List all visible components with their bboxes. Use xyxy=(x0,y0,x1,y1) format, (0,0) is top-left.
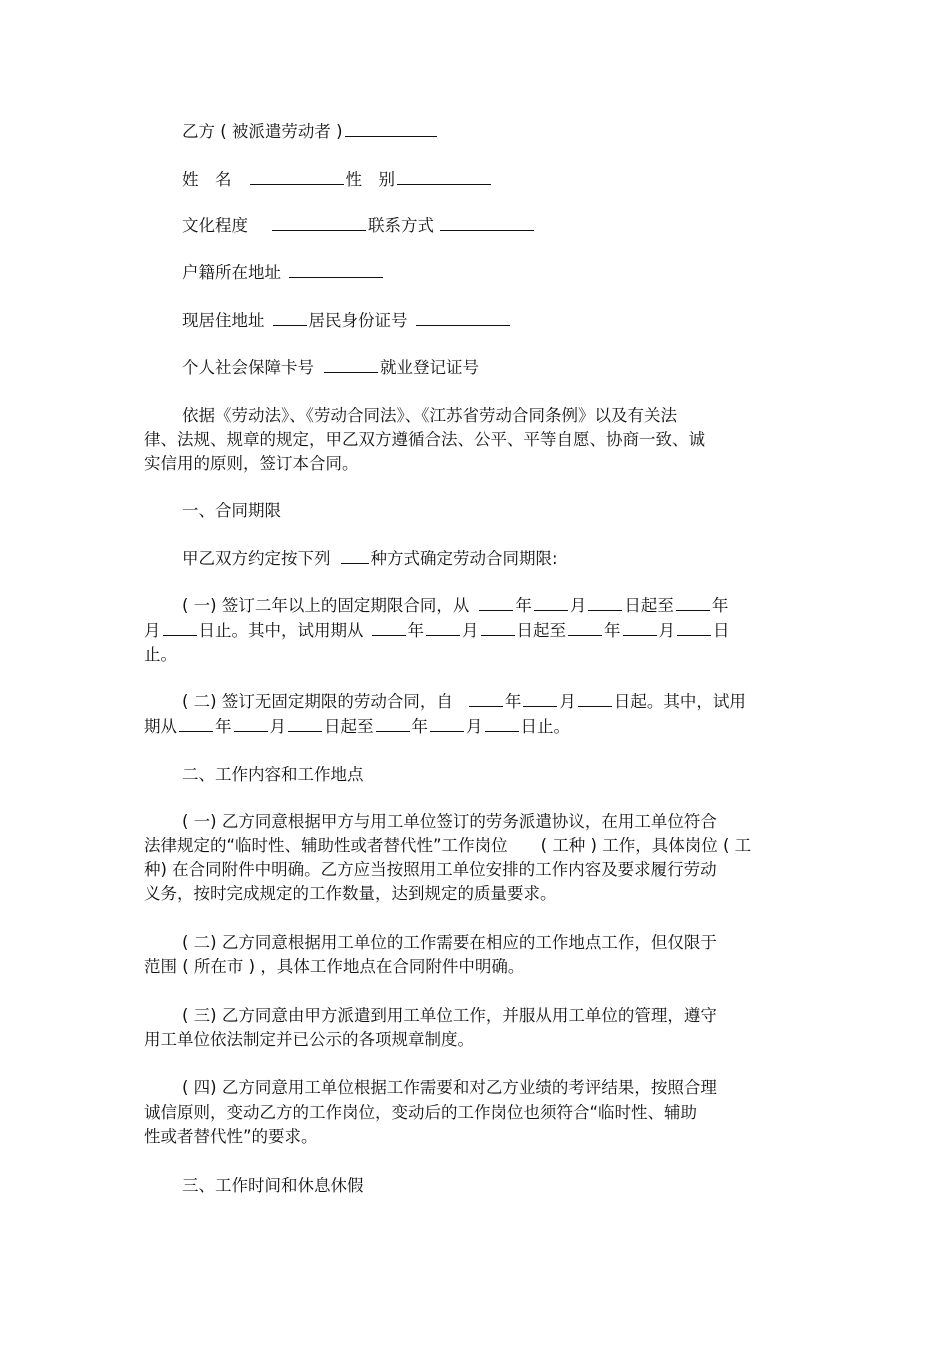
blank xyxy=(534,596,568,611)
blank xyxy=(372,621,406,636)
item2-l2-a: 期从 xyxy=(144,717,177,736)
method-blank xyxy=(341,549,369,564)
s2-p1-line-1: ( 一) 乙方同意根据甲方与用工单位签订的劳务派遣协议，在用工单位符合 xyxy=(182,812,717,831)
blank xyxy=(523,692,557,707)
blank xyxy=(485,717,519,732)
s2-p1-line-4: 义务，按时完成规定的工作数量，达到规定的质量要求。 xyxy=(144,884,557,903)
social-security-blank xyxy=(324,358,378,373)
item2-l1-d: 日起。其中，试用 xyxy=(613,692,746,711)
item2-line-2 xyxy=(144,715,570,739)
s2-p2-line-2: 范围 ( 所在市 ) ，具体工作地点在合同附件中明确。 xyxy=(144,957,525,976)
hukou-label: 户籍所在地址 xyxy=(182,263,281,282)
education-label: 文化程度 xyxy=(182,216,248,235)
item2-l2-c: 月 xyxy=(269,717,286,736)
blank xyxy=(578,692,612,707)
section1-title: 一、合同期限 xyxy=(182,501,281,520)
gender-label: 性 别 xyxy=(345,170,395,189)
blank xyxy=(469,692,503,707)
preamble-line-1: 依据《劳动法》、《劳动合同法》、《江苏省劳动合同条例》以及有关法 xyxy=(182,406,677,425)
item2-l1-a: ( 二) 签订无固定期限的劳动合同，自 xyxy=(182,692,453,711)
party-b-heading: 乙方 ( 被派遣劳动者 ) xyxy=(182,122,343,141)
item2-l1-c: 月 xyxy=(559,692,576,711)
blank xyxy=(481,621,515,636)
employment-reg-label: 就业登记证号 xyxy=(380,358,479,377)
item1-l1-c: 月 xyxy=(569,596,587,615)
blank xyxy=(430,717,464,732)
blank xyxy=(676,596,710,611)
section1-intro-a: 甲乙双方约定按下列 xyxy=(182,549,331,568)
section1-intro-b: 种方式确定劳动合同期限: xyxy=(370,549,558,568)
item2-l2-d: 日起至 xyxy=(324,717,374,736)
education-blank xyxy=(272,216,366,231)
item1-l1-d: 日起至 xyxy=(624,596,674,615)
section2-title: 二、工作内容和工作地点 xyxy=(182,765,364,784)
item2-l2-f: 月 xyxy=(466,717,483,736)
item1-l2-f: 年 xyxy=(604,621,621,640)
item1-l2-a: 月 xyxy=(144,621,161,640)
party-b-heading-line xyxy=(182,120,439,144)
item2-l2-g: 日止。 xyxy=(520,717,570,736)
id-label: 居民身份证号 xyxy=(308,311,408,330)
s2-p3-line-1: ( 三) 乙方同意由甲方派遣到用工单位工作，并服从用工单位的管理，遵守 xyxy=(182,1006,717,1025)
item1-line-3: 止。 xyxy=(144,645,177,664)
section1-intro xyxy=(182,547,558,571)
blank xyxy=(288,717,322,732)
section3-title: 三、工作时间和休息休假 xyxy=(182,1176,364,1195)
item1-l2-c: 年 xyxy=(407,621,424,640)
s2-p4-line-3: 性或者替代性”的要求。 xyxy=(144,1127,318,1146)
item1-l2-g: 月 xyxy=(658,621,675,640)
name-blank xyxy=(250,170,344,185)
item1-l1-b: 年 xyxy=(515,596,532,615)
residence-blank xyxy=(273,311,307,326)
name-label: 姓 名 xyxy=(182,170,232,189)
item1-l2-e: 日起至 xyxy=(516,621,566,640)
item1-line-1 xyxy=(182,594,728,618)
s2-p3-line-2: 用工单位依法制定并已公示的各项规章制度。 xyxy=(144,1030,474,1049)
s2-p1-line-2: 法律规定的“临时性、辅助性或者替代性”工作岗位 ( 工种 ) 工作，具体岗位 ( 工 xyxy=(144,836,752,855)
blank xyxy=(568,621,602,636)
s2-p4-line-2: 诚信原则，变动乙方的工作岗位，变动后的工作岗位也须符合“临时性、辅助 xyxy=(144,1103,698,1122)
item2-l2-b: 年 xyxy=(215,717,232,736)
social-security-label: 个人社会保障卡号 xyxy=(182,358,314,377)
blank xyxy=(677,621,711,636)
item2-l1-b: 年 xyxy=(504,692,522,711)
name-gender-line xyxy=(182,168,493,192)
blank xyxy=(426,621,460,636)
blank xyxy=(163,621,197,636)
item1-l1-a: ( 一) 签订二年以上的固定期限合同，从 xyxy=(182,596,470,615)
education-contact-line xyxy=(182,214,536,238)
contact-blank xyxy=(440,216,534,231)
item1-l2-d: 月 xyxy=(462,621,479,640)
item1-l2-b: 日止。其中，试用期从 xyxy=(198,621,364,640)
blank xyxy=(479,596,513,611)
gender-blank xyxy=(397,170,491,185)
blank xyxy=(623,621,657,636)
s2-p4-line-1: ( 四) 乙方同意用工单位根据工作需要和对乙方业绩的考评结果，按照合理 xyxy=(182,1078,717,1097)
hukou-line xyxy=(182,261,385,285)
preamble-line-3: 实信用的原则，签订本合同。 xyxy=(144,454,359,473)
blank xyxy=(588,596,622,611)
preamble-line-2: 律、法规、规章的规定，甲乙双方遵循合法、公平、平等自愿、协商一致、诚 xyxy=(144,430,705,449)
hukou-blank xyxy=(289,263,383,278)
contact-label: 联系方式 xyxy=(368,216,434,235)
id-blank xyxy=(416,311,510,326)
item1-line-2 xyxy=(144,619,730,643)
residence-label: 现居住地址 xyxy=(182,311,265,330)
item1-l2-h: 日 xyxy=(713,621,730,640)
item2-l2-e: 年 xyxy=(411,717,428,736)
social-security-line xyxy=(182,356,479,380)
s2-p2-line-1: ( 二) 乙方同意根据用工单位的工作需要在相应的工作地点工作，但仅限于 xyxy=(182,933,717,952)
item2-line-1 xyxy=(182,690,746,714)
blank xyxy=(234,717,268,732)
blank xyxy=(376,717,410,732)
s2-p1-line-3: 种) 在合同附件中明确。乙方应当按照用工单位安排的工作内容及要求履行劳动 xyxy=(144,860,717,879)
party-b-blank xyxy=(345,122,437,137)
blank xyxy=(179,717,213,732)
residence-id-line xyxy=(182,309,512,333)
item1-l1-e: 年 xyxy=(711,596,729,615)
